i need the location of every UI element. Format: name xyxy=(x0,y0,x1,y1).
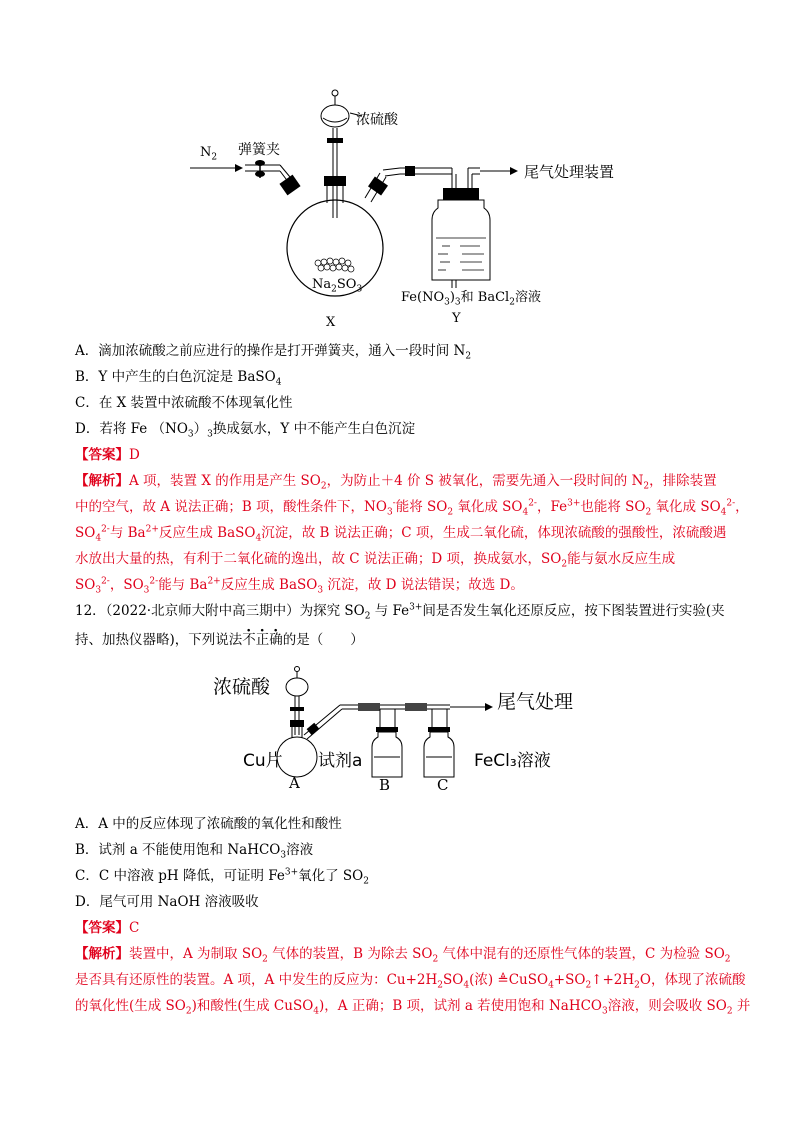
fig2-tail-label: 尾气处理 xyxy=(497,691,574,713)
fig2-cu-label: Cu片 xyxy=(243,751,283,771)
q11-analysis-line-4: 水放出大量的热，有利于二氧化硫的逸出，故 C 说法正确；D 项，换成氨水，$SO_2$能与氨水反应生成 xyxy=(75,551,676,570)
q12-analysis-line-1: 【解析】装置中，A 为制取 $SO_2$ 气体的装置，B 为除去 $SO_2$ 气体中混有的还原性气体的装置，C 为检验 $SO_2$ xyxy=(75,946,731,965)
q11-option-a: A．滴加浓硫酸之前应进行的操作是打开弹簧夹，通入一段时间 $N_2$ xyxy=(75,343,472,362)
fig2-reagent-label: 试剂a xyxy=(318,751,363,771)
n2-label: $N_2$ xyxy=(200,145,218,163)
q11-analysis-line-2: 中的空气，故 A 说法正确；B 项，酸性条件下，$NO_3^-$能将 $SO_2$ 氧化成 $SO_4^{2-}$，$Fe^{3+}$也能将 $SO_2$ 氧化成 $SO_4^{2-}$， xyxy=(75,498,749,518)
acid-label: 浓硫酸 xyxy=(356,112,398,128)
q12-option-d: D．尾气可用 NaOH 溶液吸收 xyxy=(75,894,259,910)
label-y: Y xyxy=(452,311,461,326)
q11-analysis-line-5: $SO_3^{2-}$，$SO_3^{2-}$能与 $Ba^{2+}$反应生成 BaSO$_3$ 沉淀，故 D 说法错误；故选 D。 xyxy=(75,576,524,596)
tail-gas-label: 尾气处理装置 xyxy=(524,163,615,181)
fig2-label-b: B xyxy=(379,776,391,794)
q11-option-d: D．若将 Fe $(NO_3)_3$换成氨水，Y 中不能产生白色沉淀 xyxy=(75,421,416,440)
q12-analysis-line-3: 的氧化性(生成 $SO_2$)和酸性(生成 CuSO$_4$)，A 正确；B 项，试剂 a 若使用饱和 NaHCO$_3$溶液，则会吸收 $SO_2$ 并 xyxy=(75,998,751,1017)
solution-label: $Fe(NO_3)_3$和 BaCl$_2$溶液 xyxy=(401,290,541,308)
q12-stem-line-2: 持、加热仪器略)，下列说法不正确的是（ ） xyxy=(75,632,364,648)
q12-analysis-line-2: 是否具有还原性的装置。A 项，A 中发生的反应为：$Cu+2H_2SO_4$(浓) $≜CuSO_4+SO_2↑+2H_2O$，体现了浓硫酸 xyxy=(75,972,746,991)
q11-option-b: B．Y 中产生的白色沉淀是 BaSO$_4$ xyxy=(75,369,282,388)
q12-stem-line-1: 12．（2022·北京师大附中高三期中）为探究 $SO_2$ 与 $Fe^{3+}$间是否发生氧化还原反应，按下图装置进行实验(夹 xyxy=(75,602,725,622)
q12-answer: 【答案】C xyxy=(75,920,140,936)
q12-option-b: B．试剂 a 不能使用饱和 NaHCO$_3$溶液 xyxy=(75,842,314,861)
q12-option-a: A．A 中的反应体现了浓硫酸的氧化性和酸性 xyxy=(75,816,342,832)
clip-label: 弹簧夹 xyxy=(238,142,280,158)
q11-answer: 【答案】D xyxy=(75,447,140,463)
q11-analysis-line-3: $SO_4^{2-}$与 $Ba^{2+}$反应生成 BaSO$_4$沉淀，故 B 说法正确；C 项，生成二氧化硫，体现浓硫酸的强酸性，浓硫酸遇 xyxy=(75,524,727,544)
q11-analysis-line-1: 【解析】A 项，装置 X 的作用是产生 $SO_2$，为防止＋4 价 S 被氧化，需要先通入一段时间的 $N_2$，排除装置 xyxy=(75,473,717,492)
label-x: X xyxy=(326,315,336,330)
q11-option-c: C．在 X 装置中浓硫酸不体现氧化性 xyxy=(75,395,293,411)
na2so3-label: $Na_2SO_3$ xyxy=(312,277,363,295)
fig2-label-a: A xyxy=(289,774,300,792)
fig2-label-c: C xyxy=(437,776,449,794)
fig2-fecl3-label: FeCl₃溶液 xyxy=(474,751,551,771)
q12-option-c: C．C 中溶液 pH 降低，可证明 $Fe^{3+}$氧化了 $SO_2$ xyxy=(75,867,369,887)
fig2-acid-label: 浓硫酸 xyxy=(213,676,271,698)
